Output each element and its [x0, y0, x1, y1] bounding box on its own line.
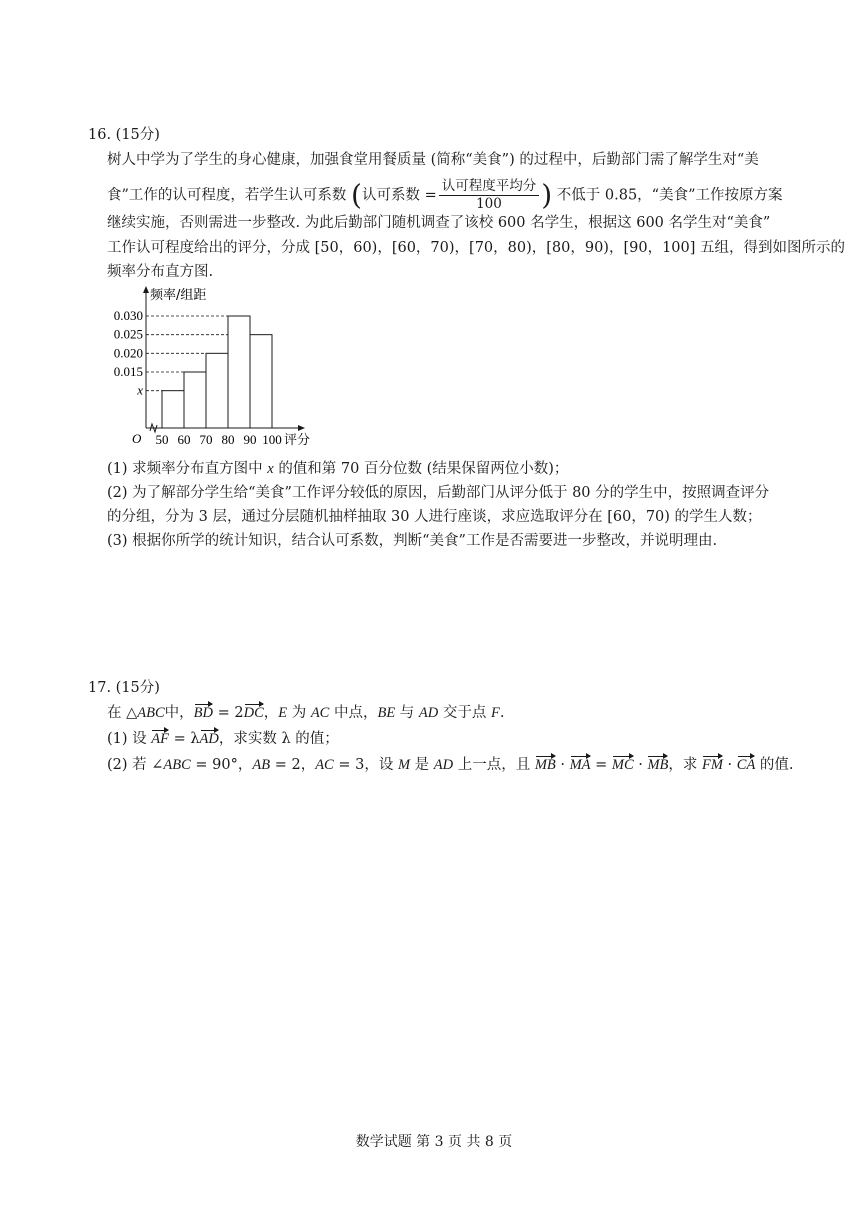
y-axis-arrow — [143, 286, 149, 293]
vector-ad: AD — [199, 731, 219, 747]
y-axis-label: 频率/组距 — [150, 288, 207, 303]
t: = 2， — [270, 757, 316, 773]
x-tick-label: 80 — [221, 432, 235, 447]
x-axis-arrow — [298, 425, 305, 431]
segment-ac: AC — [310, 705, 330, 721]
t: (1) 设 — [107, 731, 152, 747]
segment-ad: AD — [418, 705, 439, 721]
q16-line-3: 继续实施，否则需进一步整改. 为此后勤部门随机调查了该校 600 名学生，根据这 600 名学生对“美食” — [107, 215, 771, 231]
t: = 90°， — [190, 757, 253, 773]
histogram-bar — [184, 372, 206, 428]
vector-ma: MA — [569, 757, 591, 773]
t: = 2 — [213, 705, 244, 721]
q16-header: 16. (15分) — [88, 127, 160, 143]
q16-part-1-text-a: (1) 求频率分布直方图中 — [107, 461, 263, 477]
q16-line-5: 频率分布直方图. — [107, 264, 214, 280]
x-tick-label: 100 — [262, 432, 282, 447]
point-f: F — [490, 705, 500, 721]
t: ，求实数 λ 的值； — [218, 731, 339, 747]
point-m: M — [397, 757, 411, 773]
q16-part-2-cont: 的分组，分为 3 层，通过分层随机抽样抽取 30 人进行座谈，求应选取评分在 [60，70) 的学生人数； — [107, 509, 762, 525]
t: = — [590, 757, 612, 773]
y-tick-label: x — [137, 382, 143, 398]
y-tick-label: 0.015 — [113, 364, 143, 379]
t: = 3，设 — [333, 757, 398, 773]
t: 中点， — [329, 705, 378, 721]
q16-part-2: (2) 为了解部分学生给“美食”工作评分较低的原因，后勤部门从评分低于 80 分的学生中，按照调查评分 — [107, 485, 770, 501]
vector-mb: MB — [534, 757, 556, 773]
vector-fm: FM — [702, 757, 723, 773]
vector-dc: DC — [243, 705, 264, 721]
histogram-bar — [206, 353, 228, 428]
x-tick-label: 50 — [155, 432, 169, 447]
segment-ad: AD — [433, 757, 454, 773]
t: 为 — [287, 705, 311, 721]
x-tick-label: 90 — [243, 432, 257, 447]
y-tick-label: 0.020 — [113, 345, 143, 361]
right-paren: ) — [541, 178, 553, 212]
x-tick-label: 60 — [177, 432, 191, 447]
q16-line-2-text-c: 不低于 0.85，“美食”工作按原方案 — [556, 187, 783, 204]
y-tick-label: 0.030 — [113, 308, 143, 323]
page-footer: 数学试题 第 3 页 共 8 页 — [355, 1134, 513, 1150]
vector-ca: CA — [736, 757, 756, 773]
x-axis-label: 评分 — [284, 433, 311, 448]
coefficient-fraction — [439, 178, 540, 213]
t: 在 △ — [107, 705, 138, 721]
left-paren: ( — [351, 178, 362, 212]
variable-x: x — [267, 461, 274, 477]
point-e: E — [278, 705, 288, 721]
angle-abc: ABC — [163, 757, 191, 773]
q16-part-3: (3) 根据你所学的统计知识，结合认可系数，判断“美食”工作是否需要进一步整改，并说明理由. — [107, 533, 718, 549]
t: 是 — [410, 757, 434, 773]
fraction-denominator: 100 — [476, 196, 502, 212]
histogram-bar — [250, 335, 272, 428]
histogram-bar — [162, 391, 184, 428]
segment-be: BE — [377, 705, 396, 721]
t: ，求 — [668, 757, 703, 773]
segment-ab: AB — [252, 757, 271, 773]
t: 中， — [164, 705, 194, 721]
q17-part-2 — [107, 755, 794, 775]
q16-coefficient-label: 认可系数 = — [361, 187, 437, 204]
q16-part-1-text-b: 的值和第 70 百分位数 (结果保留两位小数)； — [278, 461, 569, 477]
q17-header: 17. (15分) — [88, 680, 160, 696]
t: . — [499, 705, 505, 721]
q16-line-2-text-a: 食”工作的认可程度，若学生认可系数 — [107, 187, 347, 204]
q17-part-1 — [107, 729, 339, 749]
t: 交于点 — [438, 705, 491, 721]
t: 与 — [395, 705, 419, 721]
q16-line-4: 工作认可程度给出的评分，分成 [50，60)，[60，70)，[70，80)，[80，90)，[90，100] 五组，得到如图所示的 — [107, 240, 846, 256]
segment-ac: AC — [315, 757, 334, 773]
t: · — [633, 757, 648, 773]
t: 上一点，且 — [453, 757, 535, 773]
vector-mc: MC — [611, 757, 634, 773]
t: 的值. — [755, 757, 794, 773]
q16-part-1 — [107, 459, 568, 479]
q16-line-2 — [107, 178, 783, 213]
histogram-bar — [228, 316, 250, 428]
x-tick-label: 70 — [199, 432, 213, 447]
frequency-histogram — [100, 283, 340, 448]
origin-label: O — [132, 431, 142, 446]
vector-af: AF — [151, 731, 169, 747]
vector-mb: MB — [647, 757, 669, 773]
t: · — [555, 757, 570, 773]
vector-bd: BD — [193, 705, 213, 721]
fraction-numerator: 认可程度平均分 — [439, 178, 540, 196]
q16-line-1: 树人中学为了学生的身心健康，加强食堂用餐质量 (简称“美食”) 的过程中，后勤部门需了解学生对“美 — [107, 152, 759, 168]
t: (2) 若 ∠ — [107, 757, 164, 773]
t: · — [722, 757, 737, 773]
axis-break-mark — [150, 424, 157, 432]
t: ， — [263, 705, 279, 721]
t: = λ — [168, 731, 200, 747]
triangle-abc: ABC — [137, 705, 165, 721]
y-tick-label: 0.025 — [113, 326, 143, 342]
q17-line-1 — [107, 703, 504, 723]
